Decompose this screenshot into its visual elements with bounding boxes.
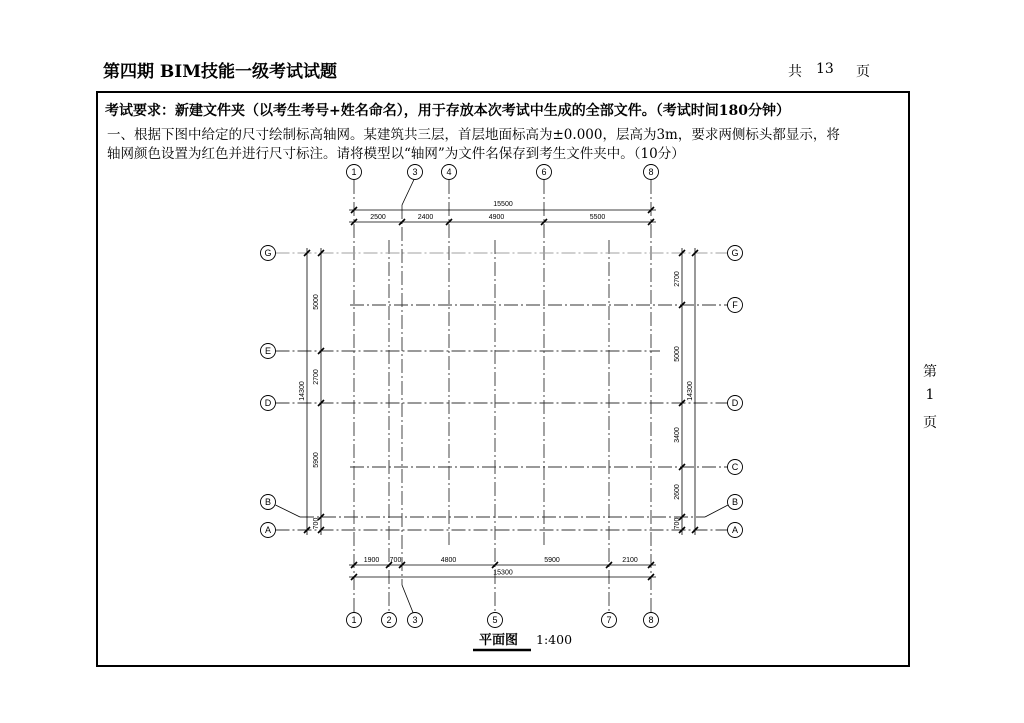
top-dimension-label: 4900 [488, 214, 505, 221]
bottom-dimension-label: 5900 [544, 557, 560, 564]
grid-bubble-top-label: 1 [351, 167, 357, 178]
grid-plan-geometry [261, 165, 743, 628]
grid-bubble-bottom-label: 2 [386, 615, 392, 626]
grid-bubble-left-label: D [264, 398, 272, 409]
drawing-title: 平面图 [479, 633, 519, 648]
side-page-marker-char: 第 [923, 364, 937, 380]
left-dimension-label: 700 [313, 517, 320, 530]
grid-bubble-bottom-label: 3 [412, 615, 418, 626]
exam-requirements: 考试要求：新建文件夹（以考生考号+姓名命名），用于存放本次考试中生成的全部文件。（考试时间180分钟） [105, 103, 790, 119]
bottom-overall-dimension-label: 15300 [493, 569, 513, 577]
right-dimension-label: 5000 [674, 346, 681, 362]
grid-bubble-right-label: G [731, 248, 739, 259]
side-page-marker-number: 1 [925, 387, 935, 403]
axis-3-bottom-leader [402, 585, 413, 613]
right-dimension-label: 700 [674, 517, 681, 530]
bottom-dimension-label: 2100 [622, 557, 638, 564]
right-overall-dimension-label: 14300 [687, 381, 694, 401]
grid-bubble-right-label: A [731, 525, 739, 536]
grid-bubble-right-label: D [731, 398, 739, 409]
exam-title: 第四期 BIM技能一级考试试题 [103, 62, 338, 82]
grid-bubble-top-label: 4 [446, 167, 452, 178]
grid-bubble-bottom-label: 5 [492, 615, 498, 626]
top-overall-dimension-label: 15500 [493, 201, 513, 208]
grid-bubble-top-label: 8 [648, 167, 654, 178]
grid-bubble-bottom-label: 1 [351, 615, 357, 626]
axis-b-right-leader [705, 505, 728, 517]
grid-bubble-left-label: A [264, 525, 272, 536]
left-dimension-label: 5000 [313, 294, 320, 310]
right-dimension-label: 3400 [674, 427, 681, 443]
left-overall-dimension-label: 14300 [299, 381, 306, 401]
top-dimension-label: 5500 [589, 214, 606, 221]
axis-b-left-leader [276, 505, 301, 517]
question-line-2: 轴网颜色设置为红色并进行尺寸标注。请将模型以“轴网”为文件名保存到考生文件夹中。（10分） [107, 146, 685, 162]
bottom-dimension-label: 4800 [440, 557, 457, 564]
grid-bubble-top-label: 3 [412, 167, 418, 178]
grid-bubble-left-label: B [264, 497, 272, 508]
grid-bubble-right-label: B [731, 497, 739, 508]
question-line-1: 一、根据下图中给定的尺寸绘制标高轴网。某建筑共三层，首层地面标高为±0.000，层高为3m，要求两侧标头都显示，将 [107, 127, 840, 143]
left-dimension-label: 5900 [313, 452, 320, 468]
drawing-scale: 1:400 [536, 632, 573, 647]
grid-bubble-left-label: E [264, 346, 272, 357]
grid-bubble-bottom-label: 8 [648, 615, 654, 626]
bottom-dimension-label: 700 [389, 557, 402, 564]
grid-bubble-right-label: C [731, 462, 739, 473]
page-count-prefix: 共 [788, 64, 802, 80]
grid-bubble-top-label: 6 [541, 167, 547, 178]
grid-bubble-left-label: G [264, 248, 272, 259]
left-dimension-label: 2700 [313, 369, 320, 385]
grid-bubble-right-label: F [732, 300, 738, 311]
bottom-dimension-label: 1900 [363, 557, 380, 564]
top-dimension-label: 2500 [370, 214, 386, 221]
top-dimension-label: 2400 [417, 214, 434, 221]
side-page-marker-char: 页 [923, 415, 937, 431]
right-dimension-label: 2700 [674, 271, 681, 287]
axis-3-top-leader [402, 180, 414, 206]
page-count-suffix: 页 [856, 64, 870, 80]
page-count-total: 13 [816, 61, 834, 77]
right-dimension-label: 2600 [674, 484, 681, 500]
grid-bubble-bottom-label: 7 [606, 615, 612, 626]
